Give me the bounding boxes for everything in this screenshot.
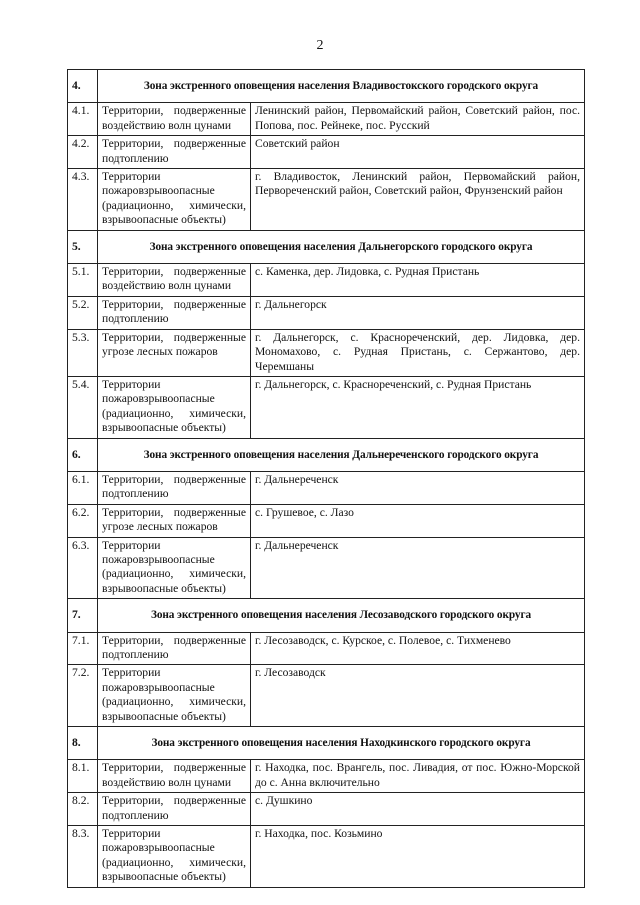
territory-areas: с. Душкино [251,793,585,826]
row-number: 5.1. [68,264,98,297]
table-row [68,760,585,793]
territory-areas: г. Дальнереченск [251,537,585,599]
table-row [68,169,585,231]
table-row [68,471,585,504]
row-number: 8.1. [68,760,98,793]
territory-areas: с. Грушевое, с. Лазо [251,504,585,537]
territory-type: Территории, подверженные угрозе лесных пожаров [98,504,251,537]
territory-areas: Советский район [251,136,585,169]
section-header-row [68,230,585,263]
table-row [68,632,585,665]
territory-areas: г. Дальнегорск, с. Краснореченский, с. Рудная Пристань [251,376,585,438]
table-row [68,826,585,888]
territory-type: Территории, подверженные воздействию волн цунами [98,760,251,793]
section-number: 8. [68,727,98,760]
territory-areas: г. Дальнегорск [251,296,585,329]
row-number: 8.2. [68,793,98,826]
table-row [68,376,585,438]
territory-areas: г. Находка, пос. Козьмино [251,826,585,888]
territory-areas: Ленинский район, Первомайский район, Советский район, пос. Попова, пос. Рейнеке, пос. Русский [251,103,585,136]
table-row [68,537,585,599]
row-number: 6.2. [68,504,98,537]
row-number: 6.1. [68,471,98,504]
territory-areas: г. Владивосток, Ленинский район, Первомайский район, Первореченский район, Советский район, Фрунзенский район [251,169,585,231]
section-header-row [68,70,585,103]
row-number: 4.3. [68,169,98,231]
table-row [68,103,585,136]
table-row [68,793,585,826]
table-row [68,504,585,537]
territory-areas: г. Дальнегорск, с. Краснореченский, дер. Лидовка, дер. Мономахово, с. Рудная Пристань, с. Сержантово, дер. Черемшаны [251,329,585,376]
page-number: 2 [316,38,324,53]
row-number: 4.2. [68,136,98,169]
territory-areas: г. Дальнереченск [251,471,585,504]
territory-type: Территории, подверженные воздействию волн цунами [98,103,251,136]
section-title: Зона экстренного оповещения населения Владивостокского городского округа [98,70,585,103]
section-title: Зона экстренного оповещения населения Дальнереченского городского округа [98,438,585,471]
territory-areas: г. Лесозаводск, с. Курское, с. Полевое, с. Тихменево [251,632,585,665]
row-number: 8.3. [68,826,98,888]
territory-type: Территории пожаровзрывоопасные (радиационно, химически, взрывоопасные объекты) [98,376,251,438]
territory-type: Территории, подверженные подтоплению [98,793,251,826]
territory-type: Территории, подверженные угрозе лесных пожаров [98,329,251,376]
territory-type: Территории, подверженные подтоплению [98,632,251,665]
table-row [68,264,585,297]
row-number: 7.2. [68,665,98,727]
territory-areas: с. Каменка, дер. Лидовка, с. Рудная Пристань [251,264,585,297]
section-number: 4. [68,70,98,103]
row-number: 4.1. [68,103,98,136]
section-title: Зона экстренного оповещения населения Находкинского городского округа [98,727,585,760]
table-row [68,296,585,329]
territory-type: Территории пожаровзрывоопасные (радиационно, химически, взрывоопасные объекты) [98,537,251,599]
section-header-row [68,727,585,760]
section-title: Зона экстренного оповещения населения Лесозаводского городского округа [98,599,585,632]
territory-type: Территории, подверженные подтоплению [98,471,251,504]
territory-type: Территории, подверженные воздействию волн цунами [98,264,251,297]
territory-type: Территории, подверженные подтоплению [98,296,251,329]
section-number: 7. [68,599,98,632]
section-title: Зона экстренного оповещения населения Дальнегорского городского округа [98,230,585,263]
territory-type: Территории пожаровзрывоопасные (радиационно, химически, взрывоопасные объекты) [98,665,251,727]
row-number: 6.3. [68,537,98,599]
territory-type: Территории, подверженные подтоплению [98,136,251,169]
section-header-row [68,599,585,632]
row-number: 5.2. [68,296,98,329]
section-number: 6. [68,438,98,471]
territory-areas: г. Лесозаводск [251,665,585,727]
zones-table-body [68,70,585,888]
territory-type: Территории пожаровзрывоопасные (радиационно, химически, взрывоопасные объекты) [98,826,251,888]
row-number: 5.4. [68,376,98,438]
section-number: 5. [68,230,98,263]
section-header-row [68,438,585,471]
row-number: 5.3. [68,329,98,376]
table-row [68,665,585,727]
row-number: 7.1. [68,632,98,665]
table-row [68,136,585,169]
table-row [68,329,585,376]
territory-areas: г. Находка, пос. Врангель, пос. Ливадия, от пос. Южно-Морской до с. Анна включительно [251,760,585,793]
territory-type: Территории пожаровзрывоопасные (радиационно, химически, взрывоопасные объекты) [98,169,251,231]
zones-table [67,69,585,888]
